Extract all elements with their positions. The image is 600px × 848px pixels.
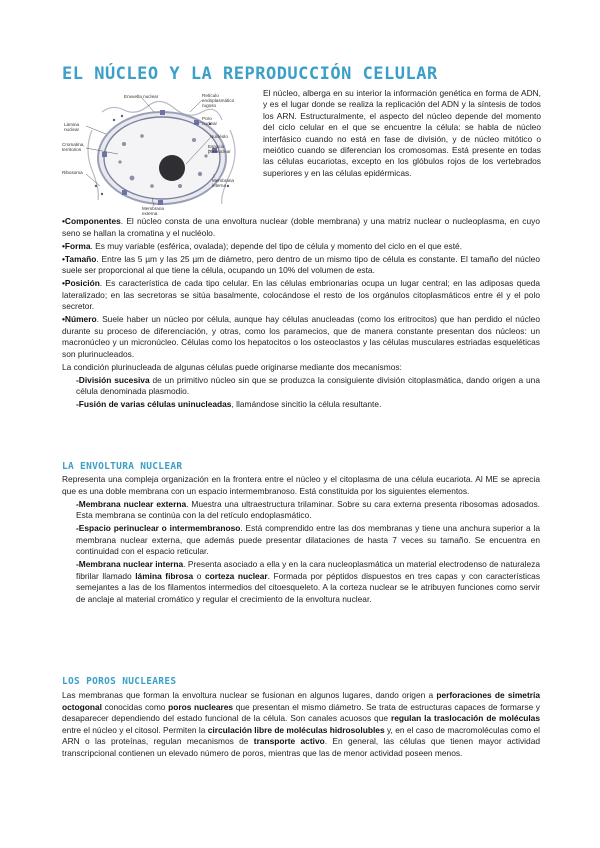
posicion-text: . Es característica de cada tipo celular. En las células embrionarias ocupa un lugar central; en las adiposas queda lateralizado; en las secretoras se sitúa basalmente, colocándose el resto de los orgánulos citoplasmáticos entre él y el polo secretor. [62,278,540,311]
poros-t4: entre el núcleo y el citosol. Permiten la [62,724,208,735]
label-cromatina-2: territorios [62,147,82,152]
label-reticulo: Retículo [202,93,219,98]
label-lamina: Lámina [64,122,80,127]
poros-t3: que presentan el mismo diámetro. Se trata de estructuras capaces de formarse y desaparecer dependiendo del estado funcional de la célula. Son canales acuosos que [62,701,540,723]
interna-text-c: . Formada por péptidos dispuestos en tres capas y con características semejantes a las de los filamentos intermedios del citoesqueleto. A la corteza nuclear se le atribuyen funciones como servir de anclaje al material cromático y regular el crecimiento de la envoltura nuclear. [76,570,541,604]
item-posicion [62,278,540,313]
tamano-label: •Tamaño [62,253,97,264]
characteristics-list [62,216,540,412]
label-membrana-interna-2: interna [212,183,227,188]
label-espacio-2: perinuclear [208,149,231,154]
corteza-nuclear: corteza nuclear [204,570,268,581]
item-membrana-externa [62,499,540,522]
section-title-poros: LOS POROS NUCLEARES [62,676,177,687]
label-poro-2: nuclear [202,121,218,126]
interna-text-b: o [193,570,205,581]
page-title: EL NÚCLEO Y LA REPRODUCCIÓN CELULAR [62,64,438,84]
label-reticulo-3: rugoso [202,103,217,108]
label-membrana-interna: Membrana [212,178,234,183]
forma-text: . Es muy variable (esférica, ovalada); depende del tipo de célula y momento del ciclo en el que esté. [90,240,463,251]
espacio-text: . Está comprendido entre las dos membranas y tiene una anchura superior a la membrana nuclear externa, que además puede presentar dilataciones de hasta 7 veces su tamaño. Se encuentra en continuidad con el espacio reticular. [76,523,540,556]
nucleolus [159,155,185,181]
tamano-text: . Entre las 5 µm y las 25 µm de diámetro, pero dentro de un mismo tipo de célula es constante. El tamaño del núcleo suele ser proporcional al que tiene la célula, ocupando un 10% del volumen de esta. [62,253,540,275]
componentes-text: . El núcleo consta de una envoltura nuclear (doble membrana) y una matriz nuclear o nucleoplasma, en cuyo seno se hallan la cromatina y el nucléolo. [62,216,540,238]
numero-text: . Suele haber un núcleo por célula, aunque hay células anucleadas (como los eritrocitos) que han perdido el núcleo durante su proceso de diferenciación, y otras, como los paramecios, que de manera constante presentan dos núcleos: un macronúcleo y un micronúcleo. Células como los hepatocitos o los osteoclastos y las células musculares estriadas esqueléticas son plurinucleados. [62,314,540,359]
label-reticulo-2: endoplasmático [202,98,235,103]
item-fusion [62,399,540,411]
item-membrana-interna [62,559,540,605]
poros-b2: poros nucleares [168,701,234,712]
item-division [62,375,540,398]
poros-t2: conocidas como [102,701,169,712]
item-espacio-perinuclear [62,523,540,558]
label-lamina-2: nuclear [64,127,80,132]
externa-label: -Membrana nuclear externa [76,498,187,509]
label-poro: Poro [202,116,212,121]
externa-text: . Muestra una ultraestructura trilaminar. Sobre su cara externa presenta ribosomas adosados. Esta membrana se continúa con la del retículo endoplasmático. [76,498,540,520]
item-numero [62,314,540,360]
item-forma [62,241,540,253]
label-espacio: Espacio [208,144,225,149]
fusion-label: -Fusión de varias células uninucleadas [76,399,232,409]
poros-b4: circulación libre de moléculas hidrosolubles [207,724,385,735]
reticulum-path-left [88,130,98,200]
poros-t6: . En general, las células que tienen mayor actividad transcripcional contienen un elevado número de poros, mientras que las de menor actividad poseen menos. [62,736,541,758]
label-nucleolo: Nucléolo [210,134,228,139]
numero-label: •Número [62,314,97,324]
posicion-label: •Posición [62,278,100,288]
division-text: de un primitivo núcleo sin que se produzca la consiguiente división citoplasmática, dando origen a una célula denominada plasmodio. [76,374,540,396]
item-tamano [62,254,540,277]
poros-b1: perforaciones de simetría octogonal [62,690,541,712]
item-componentes [62,216,540,239]
plurinucleada-text: La condición plurinucleada de algunas células puede originarse mediante dos mecanismos: [62,361,402,372]
espacio-label: -Espacio perinuclear o intermembranoso [76,523,241,533]
poros-t5: y, en el caso de macromoléculas como el ARN o las proteínas, regulan mecanismos de [62,724,540,746]
poros-b5: transporte activo [253,736,325,746]
interna-text-a: . Presenta asociado a ella y en la cara nucleoplasmática un material electrodenso de naturaleza fibrilar llamado [76,559,541,581]
section-title-envoltura: LA ENVOLTURA NUCLEAR [62,461,183,472]
envoltura-section [62,474,540,607]
envoltura-intro: Representa una compleja organización en la frontera entre el núcleo y el citoplasma de una célula eucariota. Al ME se aprecia que es una doble membrana con un espacio intermembranoso. Está constituida por los siguientes elementos. [62,474,540,496]
poros-t1: Las membranas que forman la envoltura nuclear se fusionan en algunos lugares, dando origen a [62,690,437,700]
nucleus-diagram [62,90,258,218]
label-membrana-externa-2: externa [142,211,158,216]
label-cromatina: Cromatina, [62,142,85,147]
interna-label: -Membrana nuclear interna [76,559,184,569]
label-envuelta: Envuelta nuclear [124,94,159,99]
poros-b3: regulan la traslocación de moléculas [390,713,540,723]
label-ribosoma: Ribosoma [62,170,83,175]
nucleus-illustration [62,90,258,218]
poros-paragraph [62,690,540,759]
label-membrana-externa: Membrana [142,206,164,211]
inner-membrane [104,117,220,199]
forma-label: •Forma [62,240,91,251]
poros-section [62,690,540,761]
lamina-fibrosa: lámina fibrosa [135,570,194,581]
componentes-label: •Componentes [62,216,121,226]
division-label: -División sucesiva [76,374,150,385]
fusion-text: , llamándose sincitio la célula resultante. [231,399,382,409]
intro-paragraph: El núcleo, alberga en su interior la información genética en forma de ADN, y es el lugar donde se realiza la replicación del ADN y la síntesis de todos los ARN. Estructuralmente, el aspecto del núcleo depende del momento del ciclo celular en el que se encuentre la célula: se habla de núcleo interfásico cuando no está en fase de división, y de núcleo mitótico o meiótico cuando se diferencian los cromosomas. Está presente en todas las células eucariotas, excepto en los glóbulos rojos de los vertebrados superiores y en las células epidérmicas. [263,88,541,178]
